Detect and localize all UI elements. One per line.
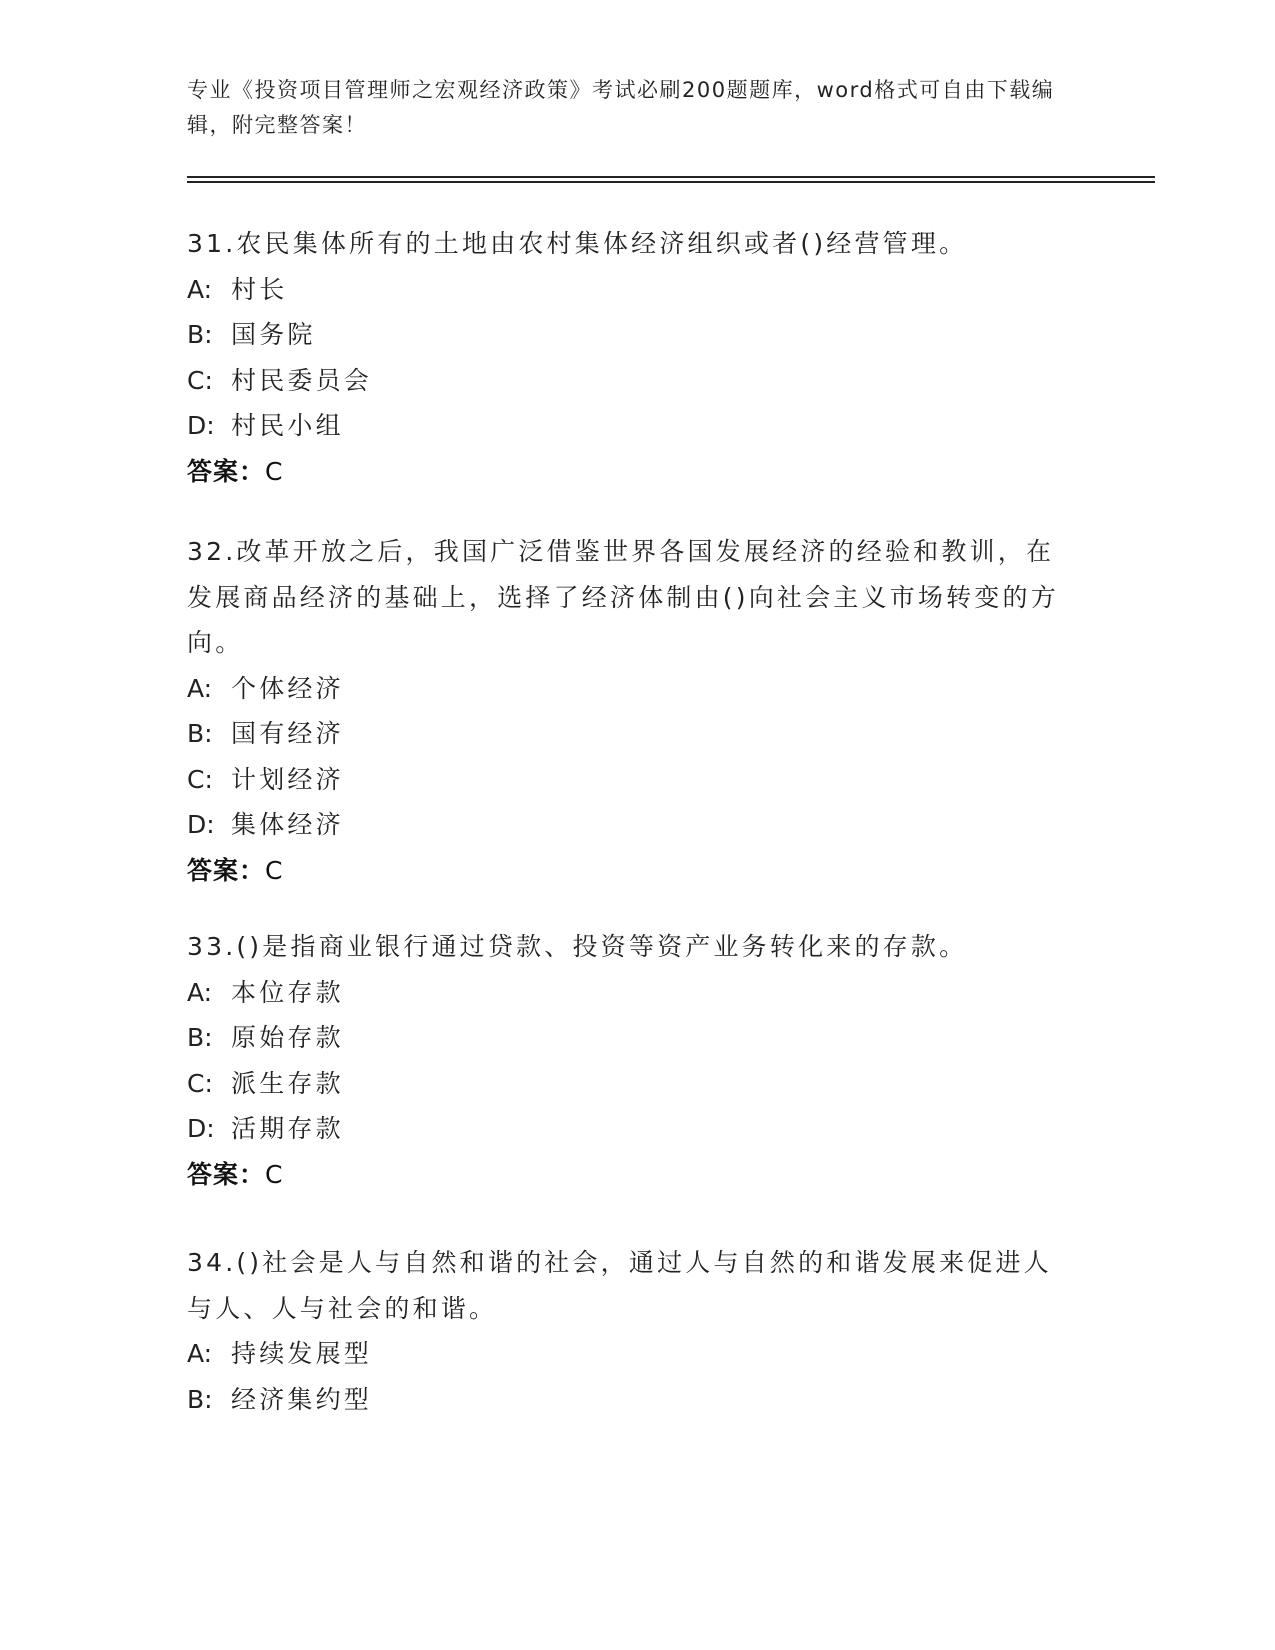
header-divider-bottom (187, 181, 1155, 183)
answer-label: 答案： (187, 855, 266, 885)
option-text: 活期存款 (231, 1114, 344, 1143)
option-c (187, 1061, 1067, 1107)
option-b (187, 1015, 1067, 1061)
option-b (187, 312, 1067, 358)
option-label: C: (187, 764, 213, 794)
question-34 (187, 1240, 1067, 1422)
answer-line (187, 1152, 1067, 1198)
answer-value: C (265, 456, 284, 486)
option-text: 村民小组 (231, 411, 344, 440)
option-text: 原始存款 (231, 1023, 344, 1052)
option-text: 国有经济 (231, 719, 344, 748)
option-a (187, 666, 1067, 712)
option-c (187, 757, 1067, 803)
option-label: A: (187, 977, 213, 1007)
header-divider-top (187, 176, 1155, 178)
option-label: A: (187, 274, 213, 304)
answer-label: 答案： (187, 1159, 266, 1189)
option-b (187, 1377, 1067, 1423)
answer-value: C (265, 855, 284, 885)
option-a (187, 970, 1067, 1016)
option-label: D: (187, 1114, 215, 1143)
option-d (187, 403, 1067, 449)
option-label: C: (187, 1068, 213, 1098)
option-d (187, 802, 1067, 848)
option-b (187, 711, 1067, 757)
question-stem: 33.()是指商业银行通过贷款、投资等资产业务转化来的存款。 (187, 932, 968, 961)
option-text: 派生存款 (231, 1068, 344, 1098)
option-text: 计划经济 (231, 764, 344, 794)
option-label: B: (187, 719, 213, 748)
option-a (187, 267, 1067, 313)
option-text: 持续发展型 (231, 1339, 373, 1368)
answer-line (187, 449, 1067, 495)
option-text: 集体经济 (231, 810, 344, 839)
question-stem: 31.农民集体所有的土地由农村集体经济组织或者()经营管理。 (187, 229, 968, 258)
answer-label: 答案： (187, 456, 266, 486)
option-text: 村民委员会 (231, 365, 373, 395)
option-c (187, 358, 1067, 404)
answer-line (187, 848, 1067, 894)
option-text: 村长 (231, 274, 288, 304)
option-label: D: (187, 810, 215, 839)
option-label: B: (187, 1384, 213, 1414)
question-32 (187, 529, 1067, 893)
option-label: A: (187, 673, 213, 703)
answer-value: C (265, 1159, 284, 1189)
option-label: D: (187, 411, 215, 440)
question-stem: 32.改革开放之后，我国广泛借鉴世界各国发展经济的经验和教训，在发展商品经济的基础上，选择了经济体制由()向社会主义市场转变的方向。 (187, 537, 1059, 657)
option-text: 个体经济 (231, 673, 344, 703)
option-label: A: (187, 1339, 213, 1368)
option-text: 经济集约型 (231, 1384, 373, 1414)
question-stem: 34.()社会是人与自然和谐的社会，通过人与自然的和谐发展来促进人与人、人与社会的和谐。 (187, 1248, 1052, 1323)
header-text: 专业《投资项目管理师之宏观经济政策》考试必刷200题题库，word格式可自由下载编辑，附完整答案！ (187, 78, 1055, 137)
option-text: 本位存款 (231, 977, 344, 1007)
option-a (187, 1331, 1067, 1377)
question-31 (187, 221, 1067, 494)
question-33 (187, 924, 1067, 1197)
option-label: B: (187, 320, 213, 349)
option-label: B: (187, 1023, 213, 1052)
option-label: C: (187, 365, 213, 395)
document-header (187, 73, 1067, 143)
option-d (187, 1106, 1067, 1152)
option-text: 国务院 (231, 320, 316, 349)
